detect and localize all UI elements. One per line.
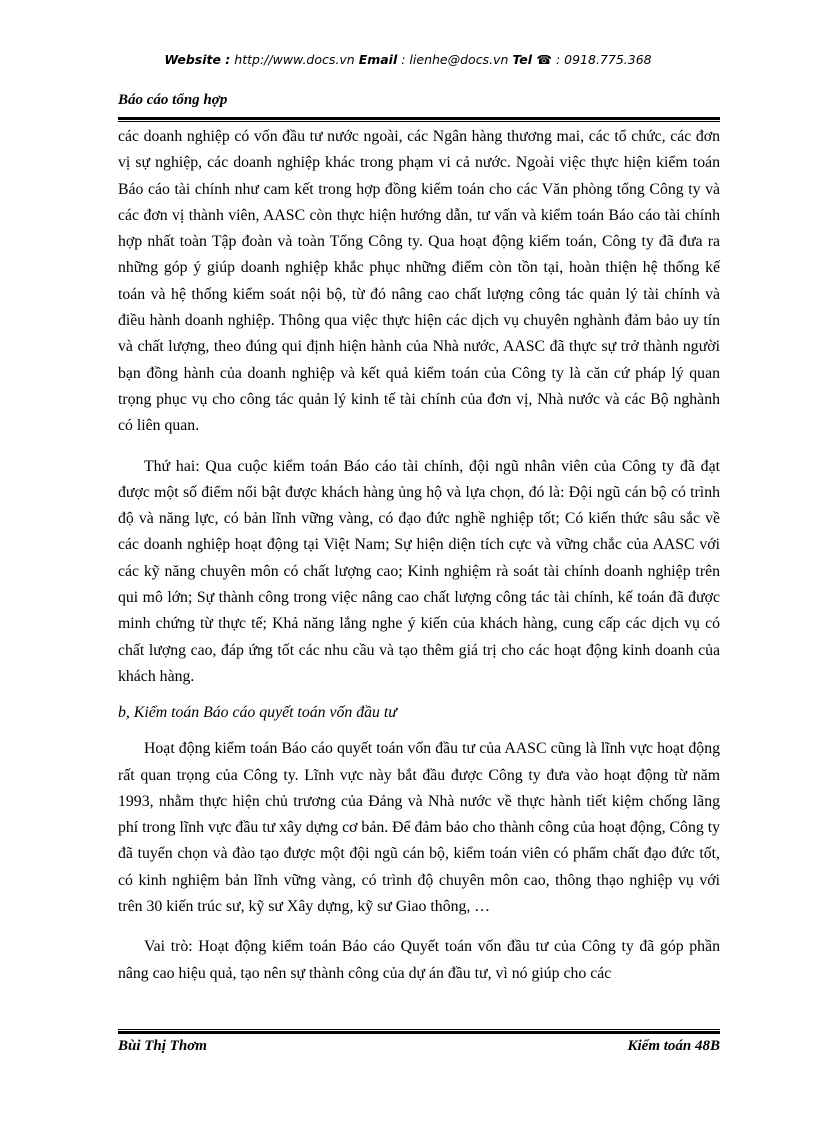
page-top-header bbox=[0, 52, 816, 67]
paragraph-2: Thứ hai: Qua cuộc kiểm toán Báo cáo tài chính, đội ngũ nhân viên của Công ty đã đạt được một số điểm nổi bật được khách hàng ủng hộ và lựa chọn, đó là: Đội ngũ cán bộ có trình độ và năng lực, có bản lĩnh vững vàng, có đạo đức nghề nghiệp tốt; Có kiến thức sâu sắc về các doanh nghiệp hoạt động tại Việt Nam; Sự hiện diện tích cực và vững chắc của AASC với các kỹ năng chuyên môn có chất lượng cao; Kinh nghiệm rà soát tài chính doanh nghiệp trên qui mô lớn; Sự thành công trong việc nâng cao chất lượng công tác tài chính, kế toán đã được minh chứng từ thực tế; Khả năng lắng nghe ý kiến của khách hàng, cung cấp các dịch vụ có chất lượng cao, đáp ứng tốt các nhu cầu và tạo thêm giá trị cho các hoạt động kinh doanh của khách hàng. bbox=[118, 457, 720, 685]
footer-divider-thin bbox=[118, 1029, 720, 1030]
website-label: Website : bbox=[164, 52, 231, 67]
footer-class: Kiểm toán 48B bbox=[627, 1038, 720, 1054]
footer-author: Bùi Thị Thơm bbox=[118, 1038, 207, 1054]
document-body bbox=[118, 124, 720, 987]
footer-divider-thick bbox=[118, 1031, 720, 1034]
email-address[interactable]: : lienhe@docs.vn bbox=[401, 52, 509, 67]
paragraph-3: Hoạt động kiểm toán Báo cáo quyết toán vốn đầu tư của AASC cũng là lĩnh vực hoạt động rất quan trọng của Công ty. Lĩnh vực này bắt đầu được Công ty đưa vào hoạt động từ năm 1993, nhằm thực hiện chủ trương của Đảng và Nhà nước về thực hành tiết kiệm chống lãng phí trong lĩnh vực đầu tư xây dựng cơ bản. Để đảm bảo cho thành công của hoạt động, Công ty đã tuyển chọn và đào tạo được một đội ngũ cán bộ, kiểm toán viên có phẩm chất đạo đức tốt, có kinh nghiệm bản lĩnh vững vàng, có trình độ chuyên môn cao, thông thạo nghiệp vụ với trên 30 kiến trúc sư, kỹ sư Xây dựng, kỹ sư Giao thông, … bbox=[118, 740, 720, 916]
website-url[interactable]: http://www.docs.vn bbox=[234, 52, 355, 67]
paragraph-4: Vai trò: Hoạt động kiểm toán Báo cáo Quyết toán vốn đầu tư của Công ty đã góp phần nâng cao hiệu quả, tạo nên sự thành công của dự án đầu tư, vì nó giúp cho các bbox=[118, 938, 720, 982]
header-divider-thick bbox=[118, 117, 720, 120]
phone-number: : 0918.775.368 bbox=[555, 52, 652, 67]
email-label: Email bbox=[358, 52, 398, 67]
section-title: Báo cáo tổng hợp bbox=[118, 92, 228, 108]
header-divider-thin bbox=[118, 121, 720, 122]
phone-label: Tel ☎ bbox=[512, 52, 552, 67]
subheading-b: b, Kiểm toán Báo cáo quyết toán vốn đầu tư bbox=[118, 704, 397, 722]
paragraph-1: các doanh nghiệp có vốn đầu tư nước ngoài, các Ngân hàng thương mai, các tổ chức, các đơn vị sự nghiệp, các doanh nghiệp khác trong phạm vi cả nước. Ngoài việc thực hiện kiểm toán Báo cáo tài chính như cam kết trong hợp đồng kiểm toán cho các Văn phòng tổng Công ty và các đơn vị thành viên, AASC còn thực hiện hướng dẫn, tư vấn và kiểm toán Báo cáo tài chính hợp nhất toàn Tập đoàn và toàn Tổng Công ty. Qua hoạt động kiểm toán, Công ty đã đưa ra những góp ý giúp doanh nghiệp khắc phục những điểm còn tồn tại, hoàn thiện hệ thống kế toán và hệ thống kiểm soát nội bộ, từ đó nâng cao chất lượng công tác quản lý tài chính và điều hành doanh nghiệp. Thông qua việc thực hiện các dịch vụ chuyên nghành đảm bảo uy tín và chất lượng, theo đúng qui định hiện hành của Nhà nước, AASC đã thực sự trở thành người bạn đồng hành của doanh nghiệp và kết quả kiểm toán của Công ty là căn cứ pháp lý quan trọng phục vụ cho công tác quản lý kinh tế tài chính của đơn vị, Nhà nước và các Bộ nghành có liên quan. bbox=[118, 128, 720, 435]
